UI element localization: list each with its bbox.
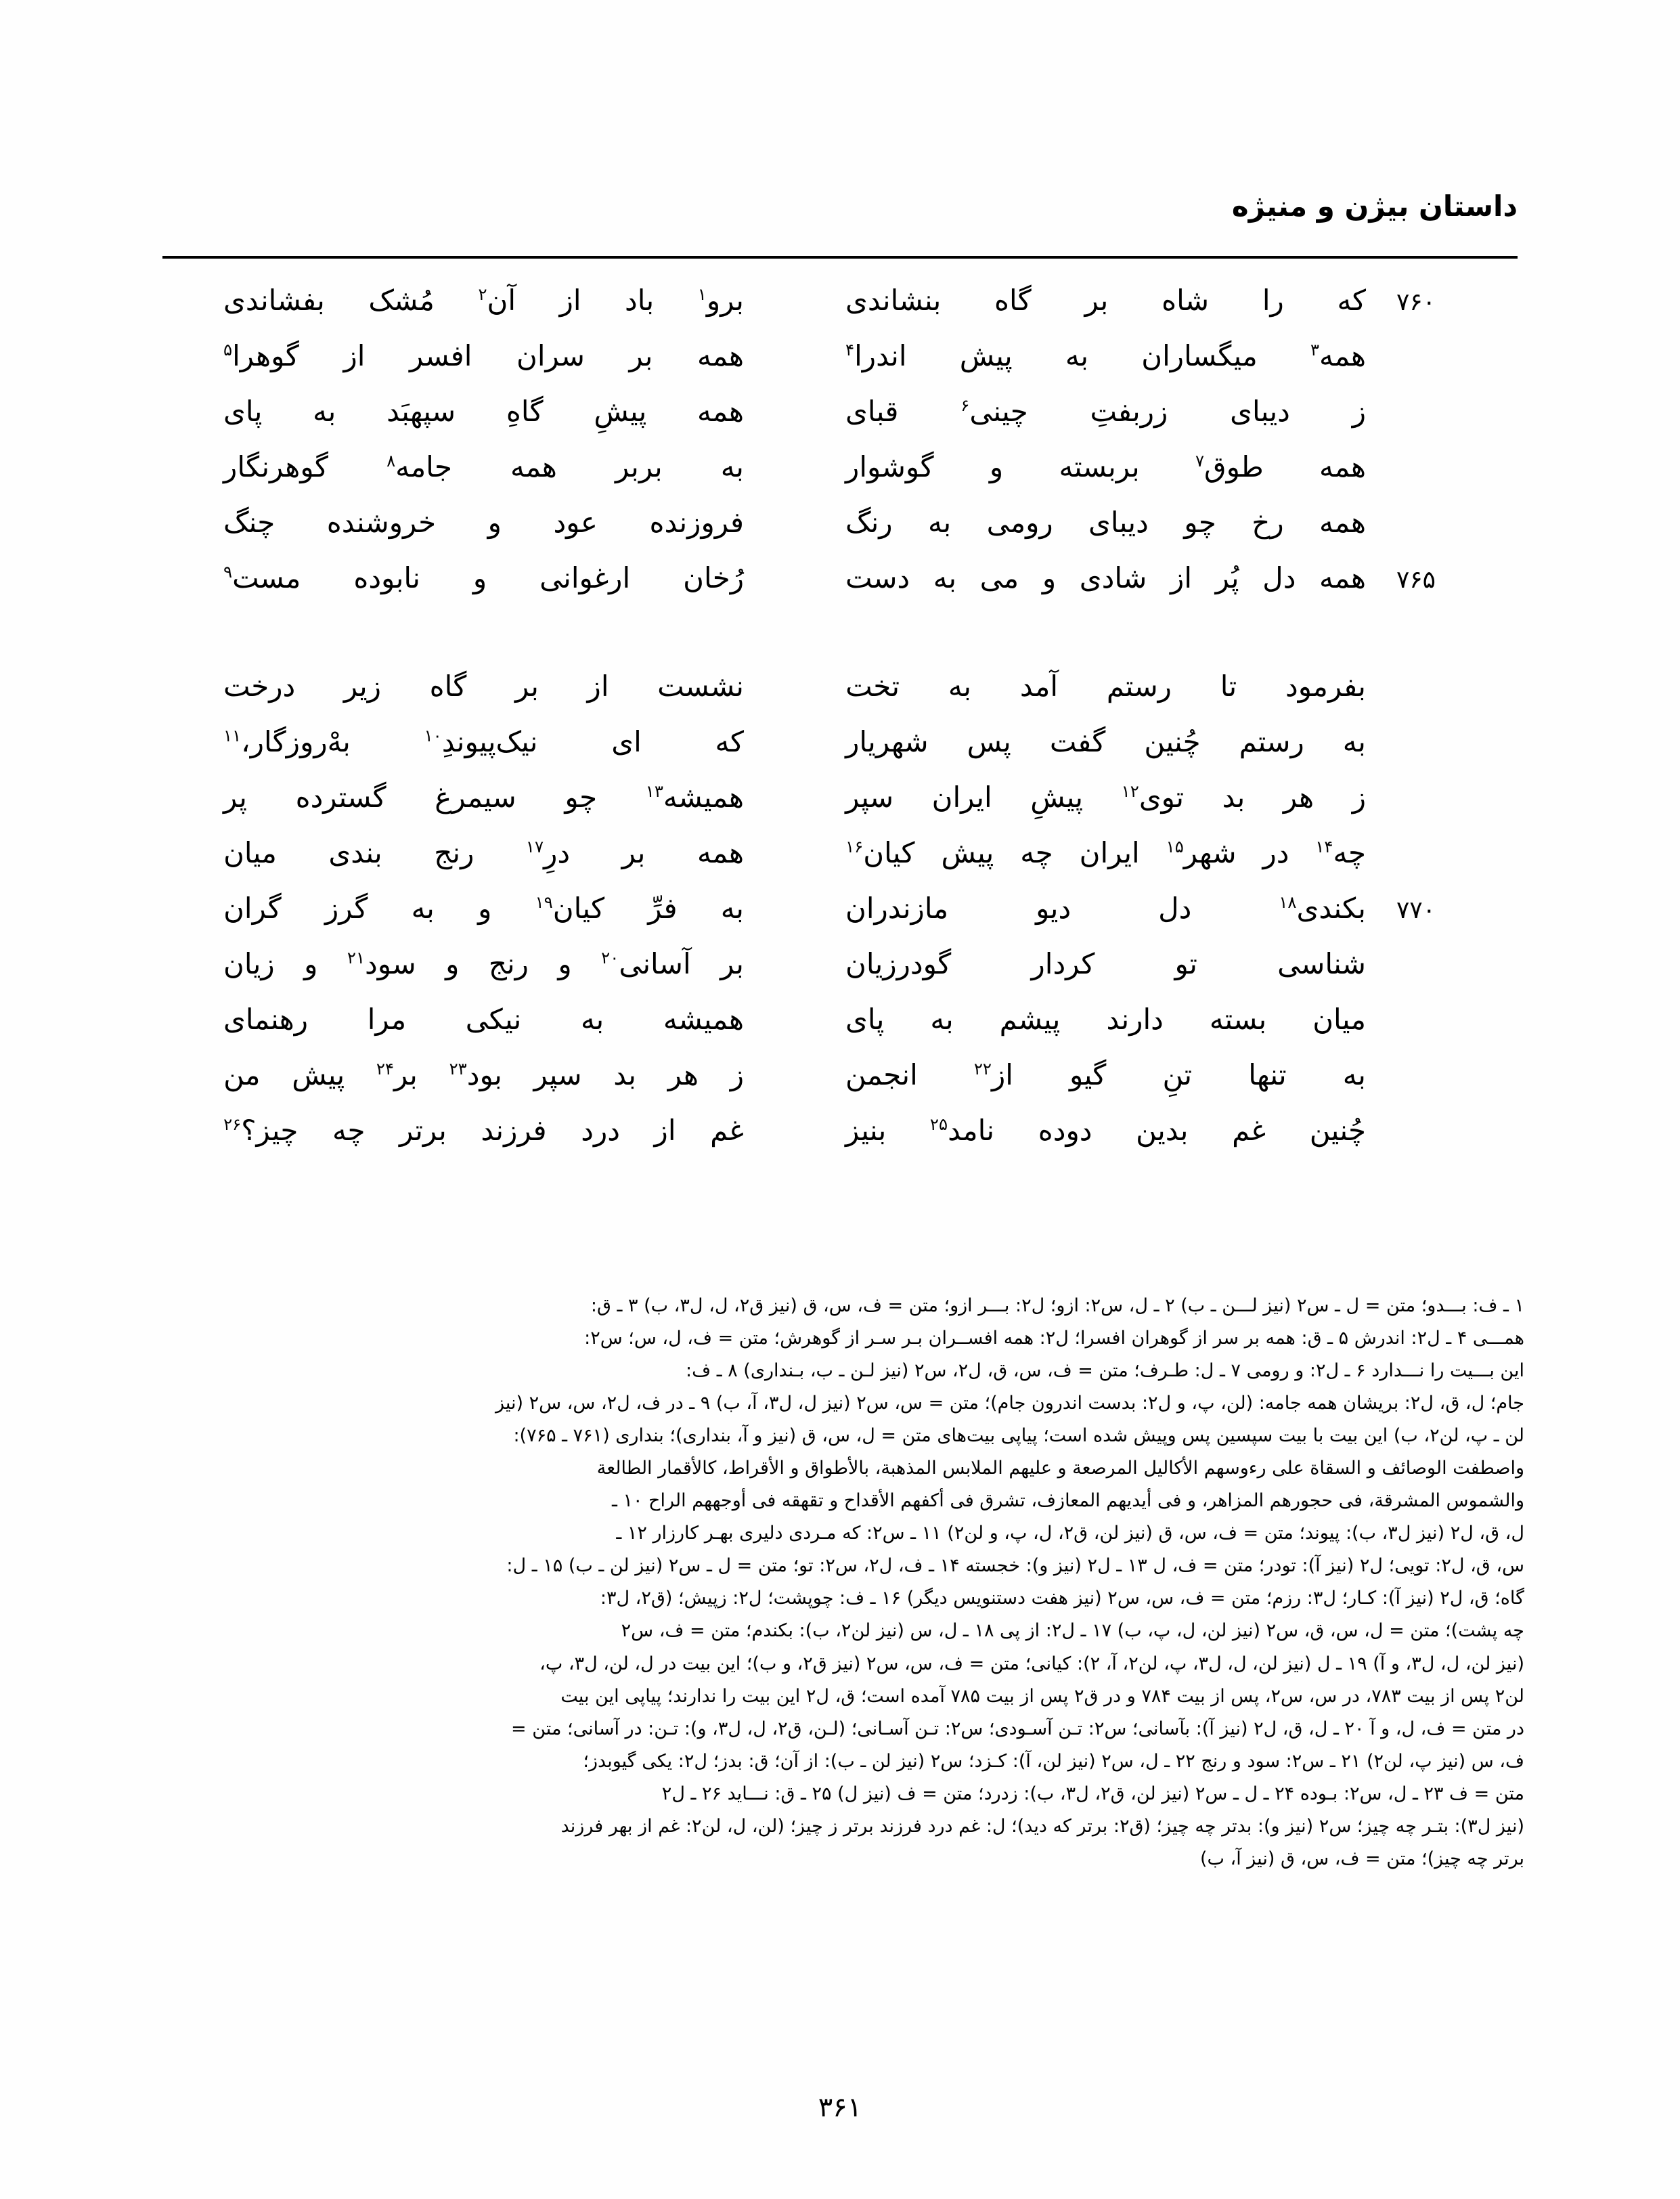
verse-word: همه: [1319, 506, 1366, 539]
hemistich-right: [784, 781, 1375, 814]
couplet: [223, 1059, 1457, 1114]
hemistich-right: [784, 395, 1375, 428]
verse-word: زیان: [223, 947, 275, 980]
verse-word: آمد: [1019, 670, 1059, 703]
verse-number: [1375, 528, 1457, 532]
verse-word: بهْ‌روزگار،$^{۱۱}$: [223, 725, 351, 758]
verse-block: [223, 284, 1457, 1223]
verse-number: ۷۷۰: [1396, 896, 1436, 924]
verse-word: کیان$^{۱۶}$: [845, 836, 915, 869]
verse-word: شهریار: [845, 725, 929, 758]
verse-word: درِ$^{۱۷}$: [525, 836, 571, 869]
verse-word: من: [223, 1058, 261, 1091]
verse-word: پس: [967, 725, 1011, 758]
footnote-marker: ۱۶: [845, 837, 864, 856]
hemistich-right: [784, 837, 1375, 869]
verse-word: گوهرا$^۵$: [223, 339, 299, 372]
hemistich-right: [784, 1114, 1375, 1147]
verse-word: پیشِ: [594, 395, 647, 428]
couplet: [223, 781, 1457, 837]
footnote-line: گاه؛ ق، ل٢ (نیز آ): کـار؛ ل٣: رزم؛ متن = ف، س، س٢ (نیز هفت دستنویس دیگر) ۱۶ ـ ف: چوپشت؛ ل٢: زپیش؛ (ق٢، ل٣:: [600, 1588, 1524, 1609]
verse-word: بد: [613, 1058, 636, 1091]
hemistich-left: [223, 948, 784, 980]
footnote-line: واصطفت الوصائف و السقاة علی رءوسهم الأکالیل المرصعة و علیهم الملابس المذهبة، بالأطواق و الأقراط، کالأقمار الطالعة: [596, 1458, 1524, 1479]
footnote-line: والشموس المشرقة، فی حجورهم المزاهر، و فی أیدیهم المعازف، تشرق فی أکفهم الأقداح و تقهقه فی أوجههم الراح ۱۰ ـ: [611, 1490, 1524, 1512]
verse-word: ایران: [931, 781, 992, 814]
hemistich-right: [784, 892, 1375, 925]
verse-number: [1375, 858, 1457, 863]
verse-word: پیش: [941, 836, 994, 869]
footnote-marker: ۱۸: [1279, 892, 1297, 912]
verse-word: بدین: [1136, 1114, 1189, 1147]
verse-word: نامد$^{۲۵}$: [929, 1114, 995, 1147]
hemistich-left: [223, 562, 784, 594]
footnote-marker: ۱۴: [1315, 837, 1333, 856]
verse-word: گسترده: [295, 781, 386, 814]
verse-word: چو: [1184, 506, 1216, 539]
footnote-line: همـــی ۴ ـ ل٢: اندرش ۵ ـ ق: همه بر سر از گوهران افسرا؛ ل٢: همه افســران بـر سـر از گوهرش؛ متن = ف، ل، س؛ س٢:: [584, 1328, 1524, 1349]
verse-word: هر: [1283, 781, 1314, 814]
verse-word: چینی$^۶$: [960, 395, 1028, 428]
page-number: ۳۶۱: [818, 2092, 862, 2123]
verse-word: به: [581, 1003, 604, 1036]
verse-word: ز: [1352, 395, 1366, 428]
footnote-marker: ۲۰: [601, 948, 619, 967]
verse-word: فروزنده: [649, 506, 744, 539]
verse-word: بر: [629, 339, 653, 372]
hemistich-left: [223, 1003, 784, 1036]
verse-word: بر: [515, 670, 539, 703]
verse-number: ۷۶۰: [1396, 288, 1436, 316]
footnote-marker: ۲۲: [973, 1059, 992, 1079]
verse-word: دل: [1262, 561, 1296, 594]
verse-word: به: [933, 561, 957, 594]
verse-word: دل: [1158, 892, 1192, 925]
verse-word: رنگ: [845, 506, 893, 539]
verse-word: فرزند: [481, 1114, 547, 1147]
hemistich-right: [784, 562, 1375, 594]
verse-word: و: [472, 561, 487, 594]
verse-word: همه: [510, 450, 557, 483]
verse-word: زیر: [343, 670, 381, 703]
verse-word: می: [979, 561, 1019, 594]
verse-word: دیبای: [1088, 506, 1149, 539]
verse-word: دیبای: [1230, 395, 1290, 428]
verse-word: گاهِ: [506, 395, 544, 428]
verse-word: تا: [1220, 670, 1237, 703]
footnote-line: لن٢ پس از بیت ۷۸۳، در س، س٢، پس از بیت ۷۸۴ و در ق٢ پس از بیت ۷۸۵ آمده است؛ ق، ل٢ این بیت را ندارند؛ پیاپی این بیت: [560, 1685, 1524, 1707]
verse-word: خروشنده: [326, 506, 437, 539]
verse-word: دارند: [1106, 1003, 1164, 1036]
footnote-marker: ۲: [478, 284, 487, 304]
verse-word: شناسی: [1277, 947, 1366, 980]
verse-word: به: [1342, 1058, 1366, 1091]
verse-word: به: [930, 1003, 954, 1036]
verse-word: سپر: [845, 781, 894, 814]
verse-word: رهنمای: [223, 1003, 309, 1036]
verse-word: بفشاندی: [223, 284, 325, 317]
verse-word: بکندی$^{۱۸}$: [1279, 892, 1366, 925]
verse-word: رخ: [1252, 506, 1284, 539]
hemistich-right: [784, 506, 1375, 539]
verse-word: میگساران: [1141, 339, 1258, 372]
verse-word: طوق$^۷$: [1195, 450, 1264, 483]
footnote-marker: ۱۷: [525, 837, 544, 856]
footnote-marker: ۱۳: [645, 781, 663, 801]
verse-number: [1375, 362, 1457, 366]
verse-word: به: [720, 892, 744, 925]
hemistich-left: [223, 1059, 784, 1091]
verse-word: عود: [553, 506, 598, 539]
verse-word: توی$^{۱۲}$: [1121, 781, 1185, 814]
couplet: [223, 892, 1457, 948]
verse-word: همه: [1319, 561, 1366, 594]
verse-word: چنگ: [223, 506, 275, 539]
verse-word: شادی: [1079, 561, 1147, 594]
footnote-line: ل، ق، ل٢ (نیز ل٣، ب): پیوند؛ متن = ف، س، ق (نیز لن، ق٢، ل، پ، و لن٢) ۱۱ ـ س٢: که مـردی دلیری بهـر کارزار ۱۲ ـ: [616, 1523, 1524, 1544]
verse-word: ای: [611, 725, 642, 758]
verse-word: مست$^۹$: [223, 561, 301, 594]
footnote-marker: ۸: [386, 451, 396, 471]
verse-word: ارغوانی: [539, 561, 631, 594]
verse-word: اندرا$^۴$: [845, 339, 907, 372]
hemistich-right: [784, 670, 1375, 703]
verse-word: تنِ: [1162, 1058, 1193, 1091]
running-title: داستان بیژن و منیژه: [1231, 190, 1518, 223]
verse-word: مُشک: [368, 284, 435, 317]
verse-number: [1375, 747, 1457, 752]
verse-word: بربر: [615, 450, 663, 483]
verse-word: جامه$^۸$: [386, 450, 452, 483]
footnote-marker: ۶: [960, 395, 970, 415]
footnote-line: متن = ف ۲۳ ـ ل، س٢: بـوده ۲۴ ـ ل ـ س٢ (نیز لن، ق٢، ل٣، ب): زدرد؛ متن = ف (نیز ل) ۲۵ ـ ق: نـــاید ۲۶ ـ ل٢: [661, 1783, 1524, 1804]
verse-word: و: [304, 947, 318, 980]
verse-word: و: [1042, 561, 1057, 594]
verse-word: چو: [565, 781, 598, 814]
verse-word: رنج: [488, 947, 529, 980]
hemistich-right: [784, 284, 1375, 317]
verse-word: فرِّ: [648, 892, 678, 925]
footnote-marker: ۵: [223, 340, 233, 360]
verse-word: که: [1337, 284, 1366, 317]
verse-word: مرا: [367, 1003, 407, 1036]
verse-word: چُنین: [1144, 725, 1201, 758]
verse-word: کردار: [1031, 947, 1095, 980]
verse-word: گاه: [429, 670, 467, 703]
verse-word: گوشوار: [845, 450, 934, 483]
verse-word: تخت: [845, 670, 900, 703]
verse-word: رستم: [1239, 725, 1304, 758]
couplet: [223, 1114, 1457, 1170]
verse-word: رنج: [434, 836, 474, 869]
verse-word: نیک‌پیوندِ$^{۱۰}$: [424, 725, 538, 758]
verse-word: به: [1065, 339, 1089, 372]
verse-word: میان: [1312, 1003, 1366, 1036]
verse-word: شهر$^{۱۵}$: [1166, 836, 1237, 869]
hemistich-right: [784, 340, 1375, 372]
verse-word: همه: [697, 395, 744, 428]
footnote-line: (نیز لن، ل، ل٣، و آ) ۱۹ ـ ل (نیز لن، ل، ل٣، پ، لن٢، آ، ٢): کیانی؛ متن = ف، س، س٢ (نیز ق٢، و ب)؛ این بیت در ل، لن، ل٣، پ،: [539, 1653, 1524, 1674]
verse-number: [1375, 970, 1457, 974]
verse-word: نابوده: [353, 561, 420, 594]
verse-word: پیش: [292, 1058, 345, 1091]
verse-word: گاه: [994, 284, 1032, 317]
verse-word: بسته: [1209, 1003, 1267, 1036]
footnote-marker: ۱۵: [1166, 837, 1184, 856]
verse-word: همیشه: [663, 1003, 744, 1036]
footnote-line: برتر چه چیز)؛ متن = ف، س، ق (نیز آ، ب): [1199, 1848, 1524, 1869]
verse-word: سپر: [533, 1058, 582, 1091]
footnote-line: چه پشت)؛ متن = ل، س، ق، س٢ (نیز لن، ل، پ، ب) ۱۷ ـ ل٢: از پی ۱۸ ـ ل، س (نیز لن٢، ب): بکندم؛ متن = ف، س٢: [621, 1620, 1524, 1642]
verse-word: تو: [1174, 947, 1197, 980]
verse-word: رستم: [1106, 670, 1172, 703]
verse-word: همیشه$^{۱۳}$: [645, 781, 744, 814]
verse-word: هر: [667, 1058, 699, 1091]
verse-word: به: [948, 670, 972, 703]
footnote-marker: ۳: [1310, 340, 1320, 360]
verse-word: بر: [1084, 284, 1109, 317]
verse-word: پیشم: [999, 1003, 1061, 1036]
verse-word: از: [559, 284, 581, 317]
verse-word: گیو: [1069, 1058, 1107, 1091]
hemistich-left: [223, 395, 784, 428]
verse-word: سیمرغ: [435, 781, 516, 814]
verse-word: ایران: [1079, 836, 1140, 869]
verse-word: همه: [697, 339, 744, 372]
verse-word: دوده: [1038, 1114, 1092, 1147]
couplet: [223, 726, 1457, 781]
verse-word: درخت: [223, 670, 296, 703]
footnote-marker: ۲۱: [347, 948, 366, 967]
verse-number: [1375, 1025, 1457, 1029]
couplet: [223, 284, 1457, 340]
footnote-line: (نیز ل٣): بتـر چه چیز؛ س٢ (نیز و): بدتر چه چیز؛ (ق٢: برتر که دید)؛ ل: غم درد فرزند برتر ز چیز؛ (لن، ل، لن٢: غم از بهر فرزند: [560, 1815, 1524, 1837]
verse-word: زربفتِ: [1090, 395, 1168, 428]
verse-word: را: [1262, 284, 1284, 317]
footnote-marker: ۲۳: [449, 1059, 467, 1079]
verse-word: آسانی$^{۲۰}$: [601, 947, 691, 980]
verse-word: بر: [720, 947, 744, 980]
footnote-marker: ۲۶: [223, 1114, 242, 1134]
footnote-marker: ۲۵: [929, 1114, 948, 1134]
footnote-line: جام؛ ل، ق، ل٢: بریشان همه جامه: (لن، پ، و ل٢: بدست اندرون جام)؛ متن = س، س٢ (نیز ل، ل٣، آ، ب) ۹ ـ در ف، ل٢، س، س٢ (نیز: [495, 1393, 1524, 1414]
footnote-line: س، ق، ل٢: تویی؛ ل٢ (نیز آ): تودر؛ متن = ف، ل ۱۳ ـ ل٢ (نیز و): خجسته ۱۴ ـ ف، ل٢، س٢: تو؛ متن = ل ـ س٢ (نیز لن ـ ب) ۱۵ ـ ل:: [506, 1555, 1524, 1577]
verse-word: انجمن: [845, 1058, 918, 1091]
verse-word: چه$^{۱۴}$: [1315, 836, 1366, 869]
verse-word: رومی: [986, 506, 1053, 539]
verse-number: [1375, 1136, 1457, 1140]
hemistich-left: [223, 892, 784, 925]
verse-word: گوهرنگار: [223, 450, 329, 483]
verse-word: درد: [581, 1114, 620, 1147]
footnote-line: ف، س (نیز پ، لن٢) ۲۱ ـ س٢: سود و رنج ۲۲ ـ ل، س٢ (نیز لن، آ): کـزد؛ س٢ (نیز لن ـ ب): از آن؛ ق: بدز؛ ل٢: یکی گیوبدز؛: [583, 1750, 1524, 1772]
hemistich-left: [223, 781, 784, 814]
verse-word: پای: [845, 1003, 885, 1036]
verse-word: از: [1170, 561, 1192, 594]
verse-word: نیکی: [465, 1003, 522, 1036]
hemistich-left: [223, 1114, 784, 1147]
verse-word: همه: [697, 836, 744, 869]
verse-word: به: [411, 892, 435, 925]
verse-word: میان: [223, 836, 277, 869]
verse-word: ز: [730, 1058, 744, 1091]
verse-word: پای: [223, 395, 263, 428]
couplet: [223, 670, 1457, 726]
verse-word: قبای: [845, 395, 899, 428]
couplet: [223, 395, 1457, 451]
couplet: [223, 562, 1457, 617]
verse-word: و: [487, 506, 502, 539]
verse-word: سران: [516, 339, 585, 372]
footnote-line: لن ـ پ، لن٢، ب) این بیت با بیت سپسین پس وپیش شده است؛ پیاپی بیت‌های متن = ل، س، ق (نیز و آ، بنداری)؛ بنداری (۷۶۱ ـ ۷۶۵):: [513, 1425, 1524, 1447]
couplet: [223, 837, 1457, 892]
footnote-marker: ۱۰: [424, 726, 442, 745]
couplet: [223, 506, 1457, 562]
header-divider: [162, 256, 1518, 259]
hemistich-left: [223, 837, 784, 869]
hemistich-right: [784, 1003, 1375, 1036]
hemistich-left: [223, 284, 784, 317]
footnote-marker: ۱۲: [1121, 781, 1139, 801]
verse-word: بنیز: [845, 1114, 887, 1147]
couplet: [223, 340, 1457, 395]
verse-word: از$^{۲۲}$: [973, 1058, 1013, 1091]
hemistich-left: [223, 670, 784, 703]
verse-word: چیز؟$^{۲۶}$: [223, 1114, 299, 1147]
verse-word: ز: [1352, 781, 1366, 814]
footnote-apparatus: [156, 1290, 1524, 1875]
verse-number: [1375, 473, 1457, 477]
verse-word: چُنین: [1309, 1114, 1366, 1147]
verse-word: پیشِ: [1030, 781, 1084, 814]
verse-word: بر: [621, 836, 646, 869]
verse-word: به: [720, 450, 744, 483]
verse-word: پُر: [1215, 561, 1239, 594]
couplet: [223, 948, 1457, 1003]
verse-word: چه: [332, 1114, 366, 1147]
hemistich-right: [784, 726, 1375, 758]
footnote-line: این بـــیت را نـــدارد ۶ ـ ل٢: و رومی ۷ ـ ل: طـرف؛ متن = ف، س، ق، ل٢، س٢ (نیز لـن ـ ب، بـنداری) ۸ ـ ف:: [686, 1360, 1524, 1382]
verse-number: [1375, 803, 1457, 807]
verse-word: سپهبَد: [386, 395, 456, 428]
verse-word: بد: [1222, 781, 1245, 814]
verse-word: بندی: [328, 836, 382, 869]
verse-word: دست: [845, 561, 910, 594]
verse-word: آن$^۲$: [478, 284, 516, 317]
verse-word: شاه: [1162, 284, 1210, 317]
verse-word: که: [715, 725, 744, 758]
verse-word: دیو: [1036, 892, 1071, 925]
verse-word: بربسته: [1059, 450, 1140, 483]
verse-word: بنشاندی: [845, 284, 942, 317]
verse-word: برو$^۱$: [697, 284, 744, 317]
footnote-marker: ۱: [697, 284, 707, 304]
verse-word: و: [989, 450, 1004, 483]
footnote-marker: ۴: [845, 340, 855, 360]
footnote-marker: ۲۴: [376, 1059, 394, 1079]
verse-word: سود$^{۲۱}$: [347, 947, 416, 980]
verse-word: بفرمود: [1285, 670, 1366, 703]
verse-word: گفت: [1049, 725, 1106, 758]
verse-word: نشست: [657, 670, 744, 703]
verse-word: گرز: [324, 892, 368, 925]
verse-word: تنها: [1248, 1058, 1287, 1091]
verse-word: غم: [1232, 1114, 1266, 1147]
footnote-line: ۱ ـ ف: بـــدو؛ متن = ل ـ س٢ (نیز لـــن ـ ب) ۲ ـ ل، س٢: ازو؛ ل٢: بـــر ازو؛ متن = ف، س، ق (نیز ق٢، ل، ل٣، ب) ۳ ـ ق:: [590, 1295, 1524, 1316]
verse-word: همه$^۳$: [1310, 339, 1366, 372]
verse-word: کیان$^{۱۹}$: [535, 892, 605, 925]
footnote-marker: ۱۱: [223, 726, 242, 745]
verse-word: پر: [223, 781, 247, 814]
footnote-marker: ۷: [1195, 451, 1205, 471]
verse-word: همه: [1319, 450, 1366, 483]
verse-word: بر$^{۲۴}$: [376, 1058, 418, 1091]
verse-word: و: [558, 947, 572, 980]
verse-word: در: [1262, 836, 1289, 869]
verse-word: باد: [625, 284, 655, 317]
verse-word: بود$^{۲۳}$: [449, 1058, 502, 1091]
verse-number: [1375, 1081, 1457, 1085]
hemistich-left: [223, 451, 784, 483]
verse-word: از: [654, 1114, 676, 1147]
verse-word: پیش: [959, 339, 1013, 372]
verse-word: گودرزیان: [845, 947, 952, 980]
stanza: [223, 670, 1457, 1170]
verse-word: از: [343, 339, 366, 372]
verse-word: رُخان: [683, 561, 744, 594]
stanza: [223, 284, 1457, 617]
verse-word: به: [927, 506, 952, 539]
footnote-marker: ۱۹: [535, 892, 553, 912]
couplet: [223, 451, 1457, 506]
hemistich-right: [784, 948, 1375, 980]
verse-word: و: [445, 947, 460, 980]
hemistich-right: [784, 1059, 1375, 1091]
verse-word: چه: [1020, 836, 1053, 869]
hemistich-left: [223, 506, 784, 539]
verse-number: [1375, 692, 1457, 696]
hemistich-left: [223, 726, 784, 758]
verse-word: برتر: [399, 1114, 447, 1147]
verse-number: [1375, 417, 1457, 421]
couplet: [223, 1003, 1457, 1059]
verse-word: به: [1342, 725, 1366, 758]
verse-number: ۷۶۵: [1396, 566, 1436, 594]
verse-word: غم: [710, 1114, 744, 1147]
verse-word: مازندران: [845, 892, 949, 925]
footnote-marker: ۹: [223, 562, 233, 582]
verse-word: از: [587, 670, 609, 703]
hemistich-left: [223, 340, 784, 372]
hemistich-right: [784, 451, 1375, 483]
page-header: [162, 190, 1518, 271]
verse-word: به: [313, 395, 336, 428]
footnote-line: در متن = ف، ل، و آ ۲۰ ـ ل، ق، ل٢ (نیز آ): بآسانی؛ س٢: تـن آسـودی؛ س٢: تـن آسـانی؛ (لـن، ق٢، ل، ل٣، و): تـن: در آسانی؛ متن =: [511, 1718, 1524, 1739]
verse-word: گران: [223, 892, 282, 925]
verse-word: افسر: [410, 339, 472, 372]
verse-word: و: [478, 892, 492, 925]
